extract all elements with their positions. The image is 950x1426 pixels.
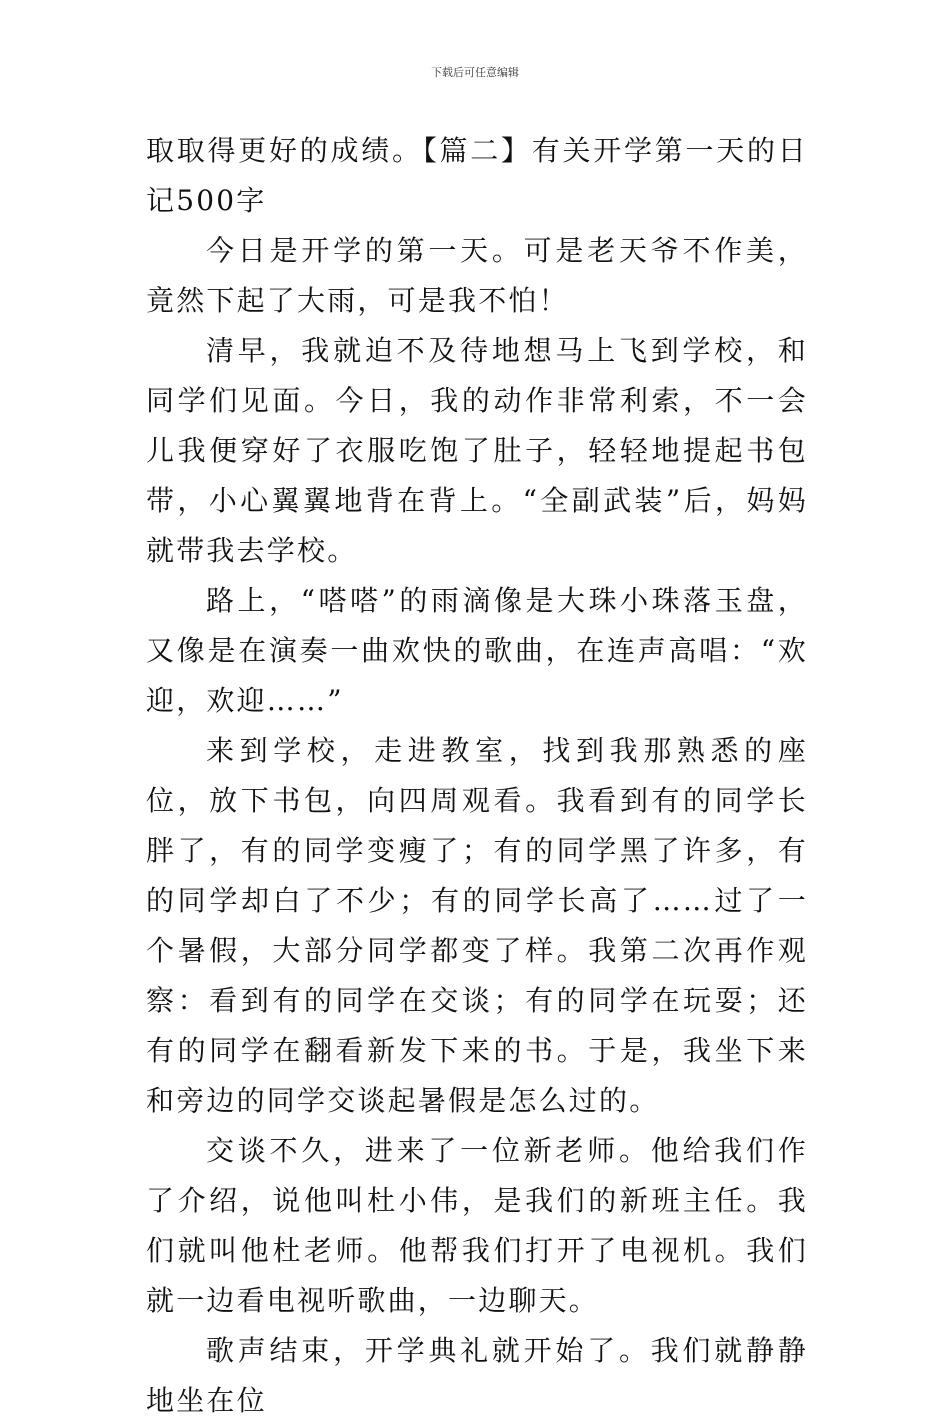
- paragraph: 交谈不久，进来了一位新老师。他给我们作了介绍，说他叫杜小伟，是我们的新班主任。我们就叫他杜老师。他帮我们打开了电视机。我们就一边看电视听歌曲，一边聊天。: [146, 1134, 808, 1317]
- paragraph: 清早，我就迫不及待地想马上飞到学校，和同学们见面。今日，我的动作非常利索，不一会儿我便穿好了衣服吃饱了肚子，轻轻地提起书包带，小心翼翼地背在背上。“全副武装”后，妈妈就带我去学校。: [146, 334, 808, 567]
- page-header: 下载后可任意编辑: [431, 66, 519, 79]
- paragraph: 路上，“嗒嗒”的雨滴像是大珠小珠落玉盘，又像是在演奏一曲欢快的歌曲，在连声高唱：“欢迎，欢迎……”: [146, 584, 808, 717]
- document-body: [146, 126, 808, 1426]
- paragraph: 今日是开学的第一天。可是老天爷不作美，竟然下起了大雨，可是我不怕！: [146, 234, 808, 317]
- paragraph: 来到学校，走进教室，找到我那熟悉的座位，放下书包，向四周观看。我看到有的同学长胖了，有的同学变瘦了；有的同学黑了许多，有的同学却白了不少；有的同学长高了……过了一个暑假，大部分同学都变了样。我第二次再作观察：看到有的同学在交谈；有的同学在玩耍；还有的同学在翻看新发下来的书。于是，我坐下来和旁边的同学交谈起暑假是怎么过的。: [146, 734, 808, 1117]
- paragraph: 取取得更好的成绩。【篇二】有关开学第一天的日记500字: [146, 134, 808, 217]
- paragraph: 歌声结束，开学典礼就开始了。我们就静静地坐在位: [146, 1334, 808, 1417]
